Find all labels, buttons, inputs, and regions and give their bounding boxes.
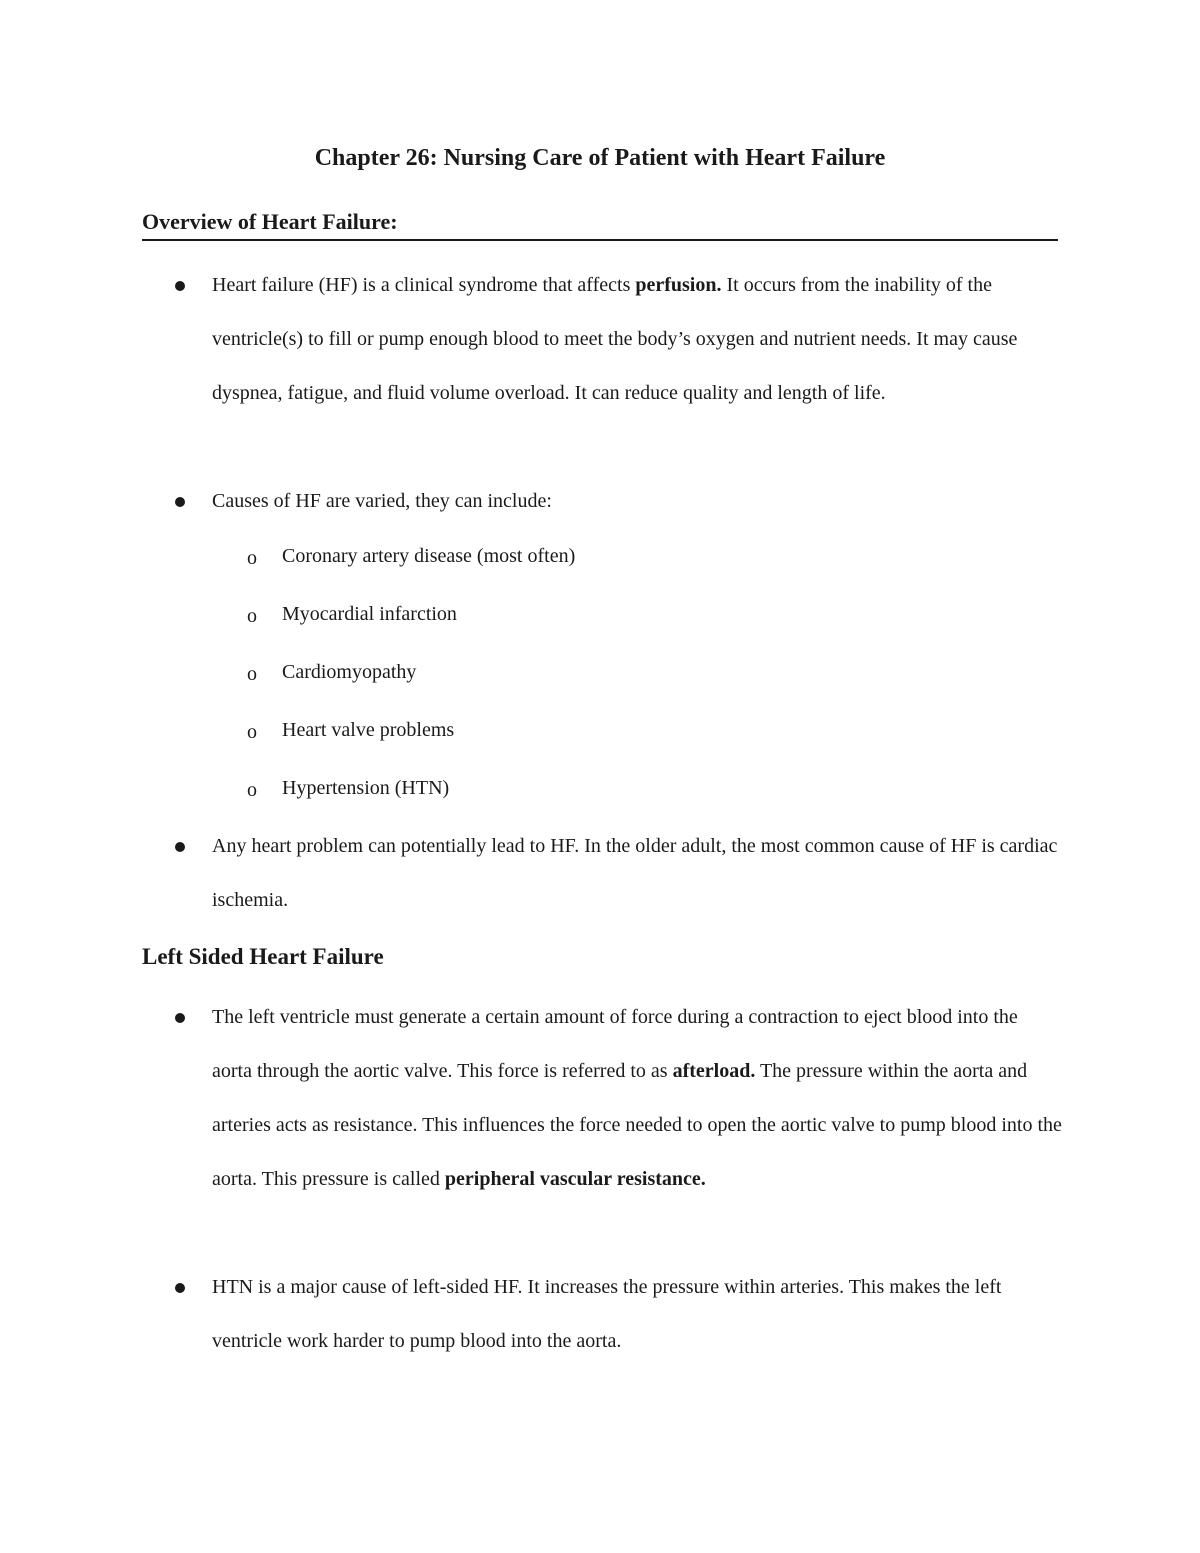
sub-list-item: Hypertension (HTN) xyxy=(282,777,450,799)
sub-list-item: Heart valve problems xyxy=(282,719,455,741)
sub-bullet-icon: o xyxy=(247,779,257,801)
section-heading-left-sided: Left Sided Heart Failure xyxy=(142,944,384,969)
list-item: HTN is a major cause of left-sided HF. It increases the pressure within arteries. This makes the left ventricle work harder to pump blood into the aorta. xyxy=(212,1276,1002,1352)
list-item: Heart failure (HF) is a clinical syndrome that affects perfusion. It occurs from the inability of the ventricle(s) to fill or pump enough blood to meet the body’s oxygen and nutrient needs. It may cause dyspnea, fatigue, and fluid volume overload. It can reduce quality and length of life. xyxy=(212,274,1018,404)
bullet-dot-icon xyxy=(175,281,185,291)
sub-bullet-icon: o xyxy=(247,721,257,743)
list-item: Causes of HF are varied, they can include: xyxy=(212,490,552,512)
list-item: Any heart problem can potentially lead to HF. In the older adult, the most common cause of HF is cardiac ischemia. xyxy=(212,835,1058,911)
page-title: Chapter 26: Nursing Care of Patient with Heart Failure xyxy=(314,145,886,171)
sub-list-item: Cardiomyopathy xyxy=(282,661,417,683)
bullet-dot-icon xyxy=(175,842,185,852)
sub-list-item: Coronary artery disease (most often) xyxy=(282,545,576,567)
sub-bullet-icon: o xyxy=(247,605,257,627)
bullet-dot-icon xyxy=(175,1283,185,1293)
sub-bullet-icon: o xyxy=(247,663,257,685)
bullet-dot-icon xyxy=(175,497,185,507)
sub-bullet-icon: o xyxy=(247,547,257,569)
section-heading-overview: Overview of Heart Failure: xyxy=(142,205,1058,241)
list-item: The left ventricle must generate a certain amount of force during a contraction to eject blood into the aorta through the aortic valve. This force is referred to as afterload. The pressure within the aorta and arteries acts as resistance. This influences the force needed to open the aortic valve to pump blood into the aorta. This pressure is called peripheral vascular resistance. xyxy=(212,1006,1062,1190)
bullet-dot-icon xyxy=(175,1013,185,1023)
sub-list-item: Myocardial infarction xyxy=(282,603,457,625)
